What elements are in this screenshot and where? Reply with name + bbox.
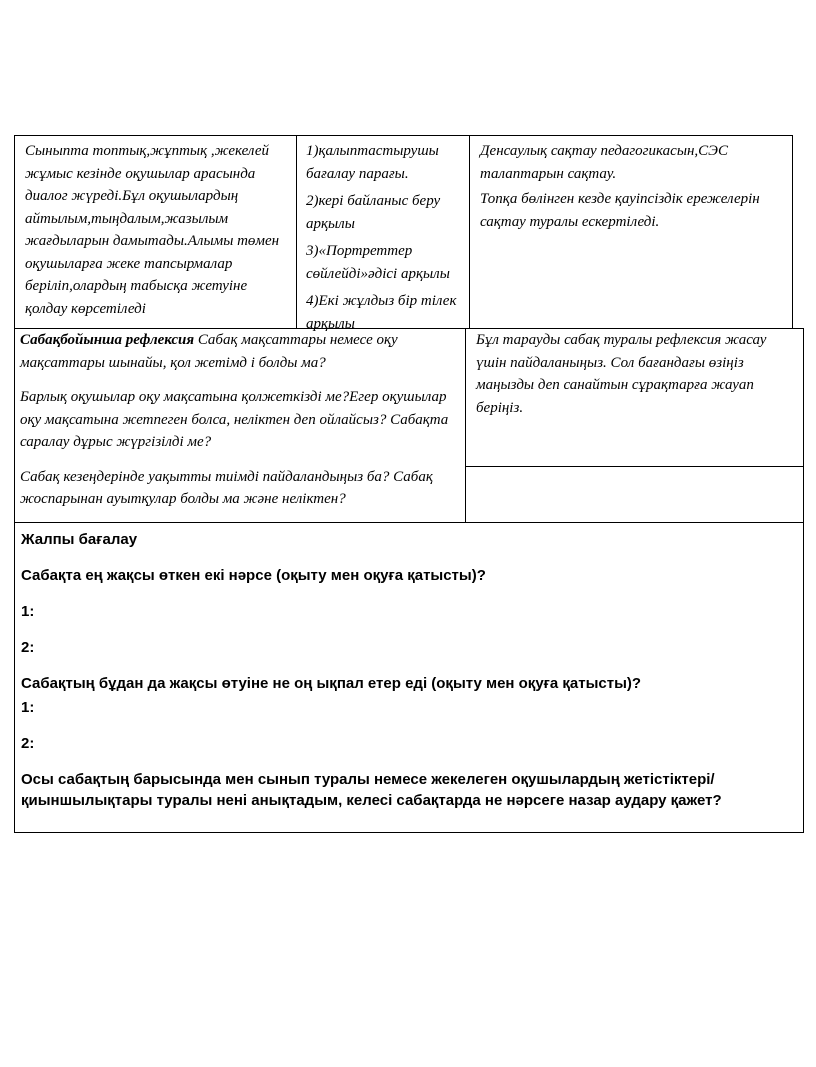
summary-answer-2-2: 2: [21,735,35,752]
differentiation-cell [14,135,297,329]
reflection-title: Сабақбойынша рефлексия [20,332,195,348]
assessment-item: 1)қалыптастырушы бағалау парағы. [306,143,439,182]
reflection-question-3: Сабақ кезеңдерінде уақытты тиімді пайдаландыңыз ба? Сабақ жоспарынан ауытқулар болды ма және неліктен? [20,468,433,507]
health-safety-paragraph: Топқа бөлінген кезде қауіпсіздік ережелерін сақтау туралы ескертіледі. [480,191,760,230]
summary-question-1: Сабақта ең жақсы өткен екі нәрсе (оқыту мен оқуға қатысты)? [21,567,486,584]
summary-answer-2-1: 1: [21,699,35,716]
reflection-q1-text: Сабақ мақсаттары немесе оқу мақсаттары шынайы, қол жетімд і болды ма? [20,332,398,371]
assessment-item: 3)«Портреттер сөйлейді»әдісі арқылы [306,243,450,282]
reflection-question-1 [20,329,459,374]
reflection-instruction: Бұл тарауды сабақ туралы рефлексия жасау үшін пайдаланыңыз. Сол бағандағы өзіңіз маңызды деп санайтын сұрақтарға жауап беріңіз. [476,332,767,416]
reflection-question-2: Барлық оқушылар оқу мақсатына қолжеткізді ме?Егер оқушылар оқу мақсатына жетпеген болса, неліктен деп ойлайсыз? Сабақта саралау дұрыс жүргізілді ме? [20,389,449,450]
assessment-item: 4)Екі жұлдыз бір тілек арқылы [306,293,457,332]
assessment-item: 2)кері байланыс беру арқылы [306,193,441,232]
assessment-cell [296,135,470,332]
health-safety-cell [469,135,793,329]
summary-evaluation-cell [14,522,804,833]
summary-question-3: Осы сабақтың барысында мен сынып туралы немесе жекелеген оқушылардың жетістіктері/ қиыншылықтары туралы нені анықтадым, келесі сабақтарда не нәрсеге назар аудару қажет? [21,771,722,809]
reflection-answer-cell [465,466,804,523]
summary-answer-1-1: 1: [21,603,35,620]
reflection-instruction-cell [465,328,804,467]
summary-question-2: Сабақтың бұдан да жақсы өтуіне не оң ықпал етер еді (оқыту мен оқуға қатысты)? [21,675,642,692]
differentiation-text: Сыныпта топтық,жұптық ,жекелей жұмыс кезінде оқушылар арасында диалог жүреді.Бұл оқушылардың айтылым,тыңдалым,жазылым жағдыларын дамытады.Алымы төмен оқушыларға жеке тапсырмалар беріліп,олардың табысқа жетуіне қолдау көрсетіледі [25,143,280,317]
reflection-cell [14,328,466,523]
health-safety-paragraph: Денсаулық сақтау педагогикасын,СЭС талаптарын сақтау. [480,143,729,182]
summary-answer-1-2: 2: [21,639,35,656]
summary-heading: Жалпы бағалау [21,531,138,548]
